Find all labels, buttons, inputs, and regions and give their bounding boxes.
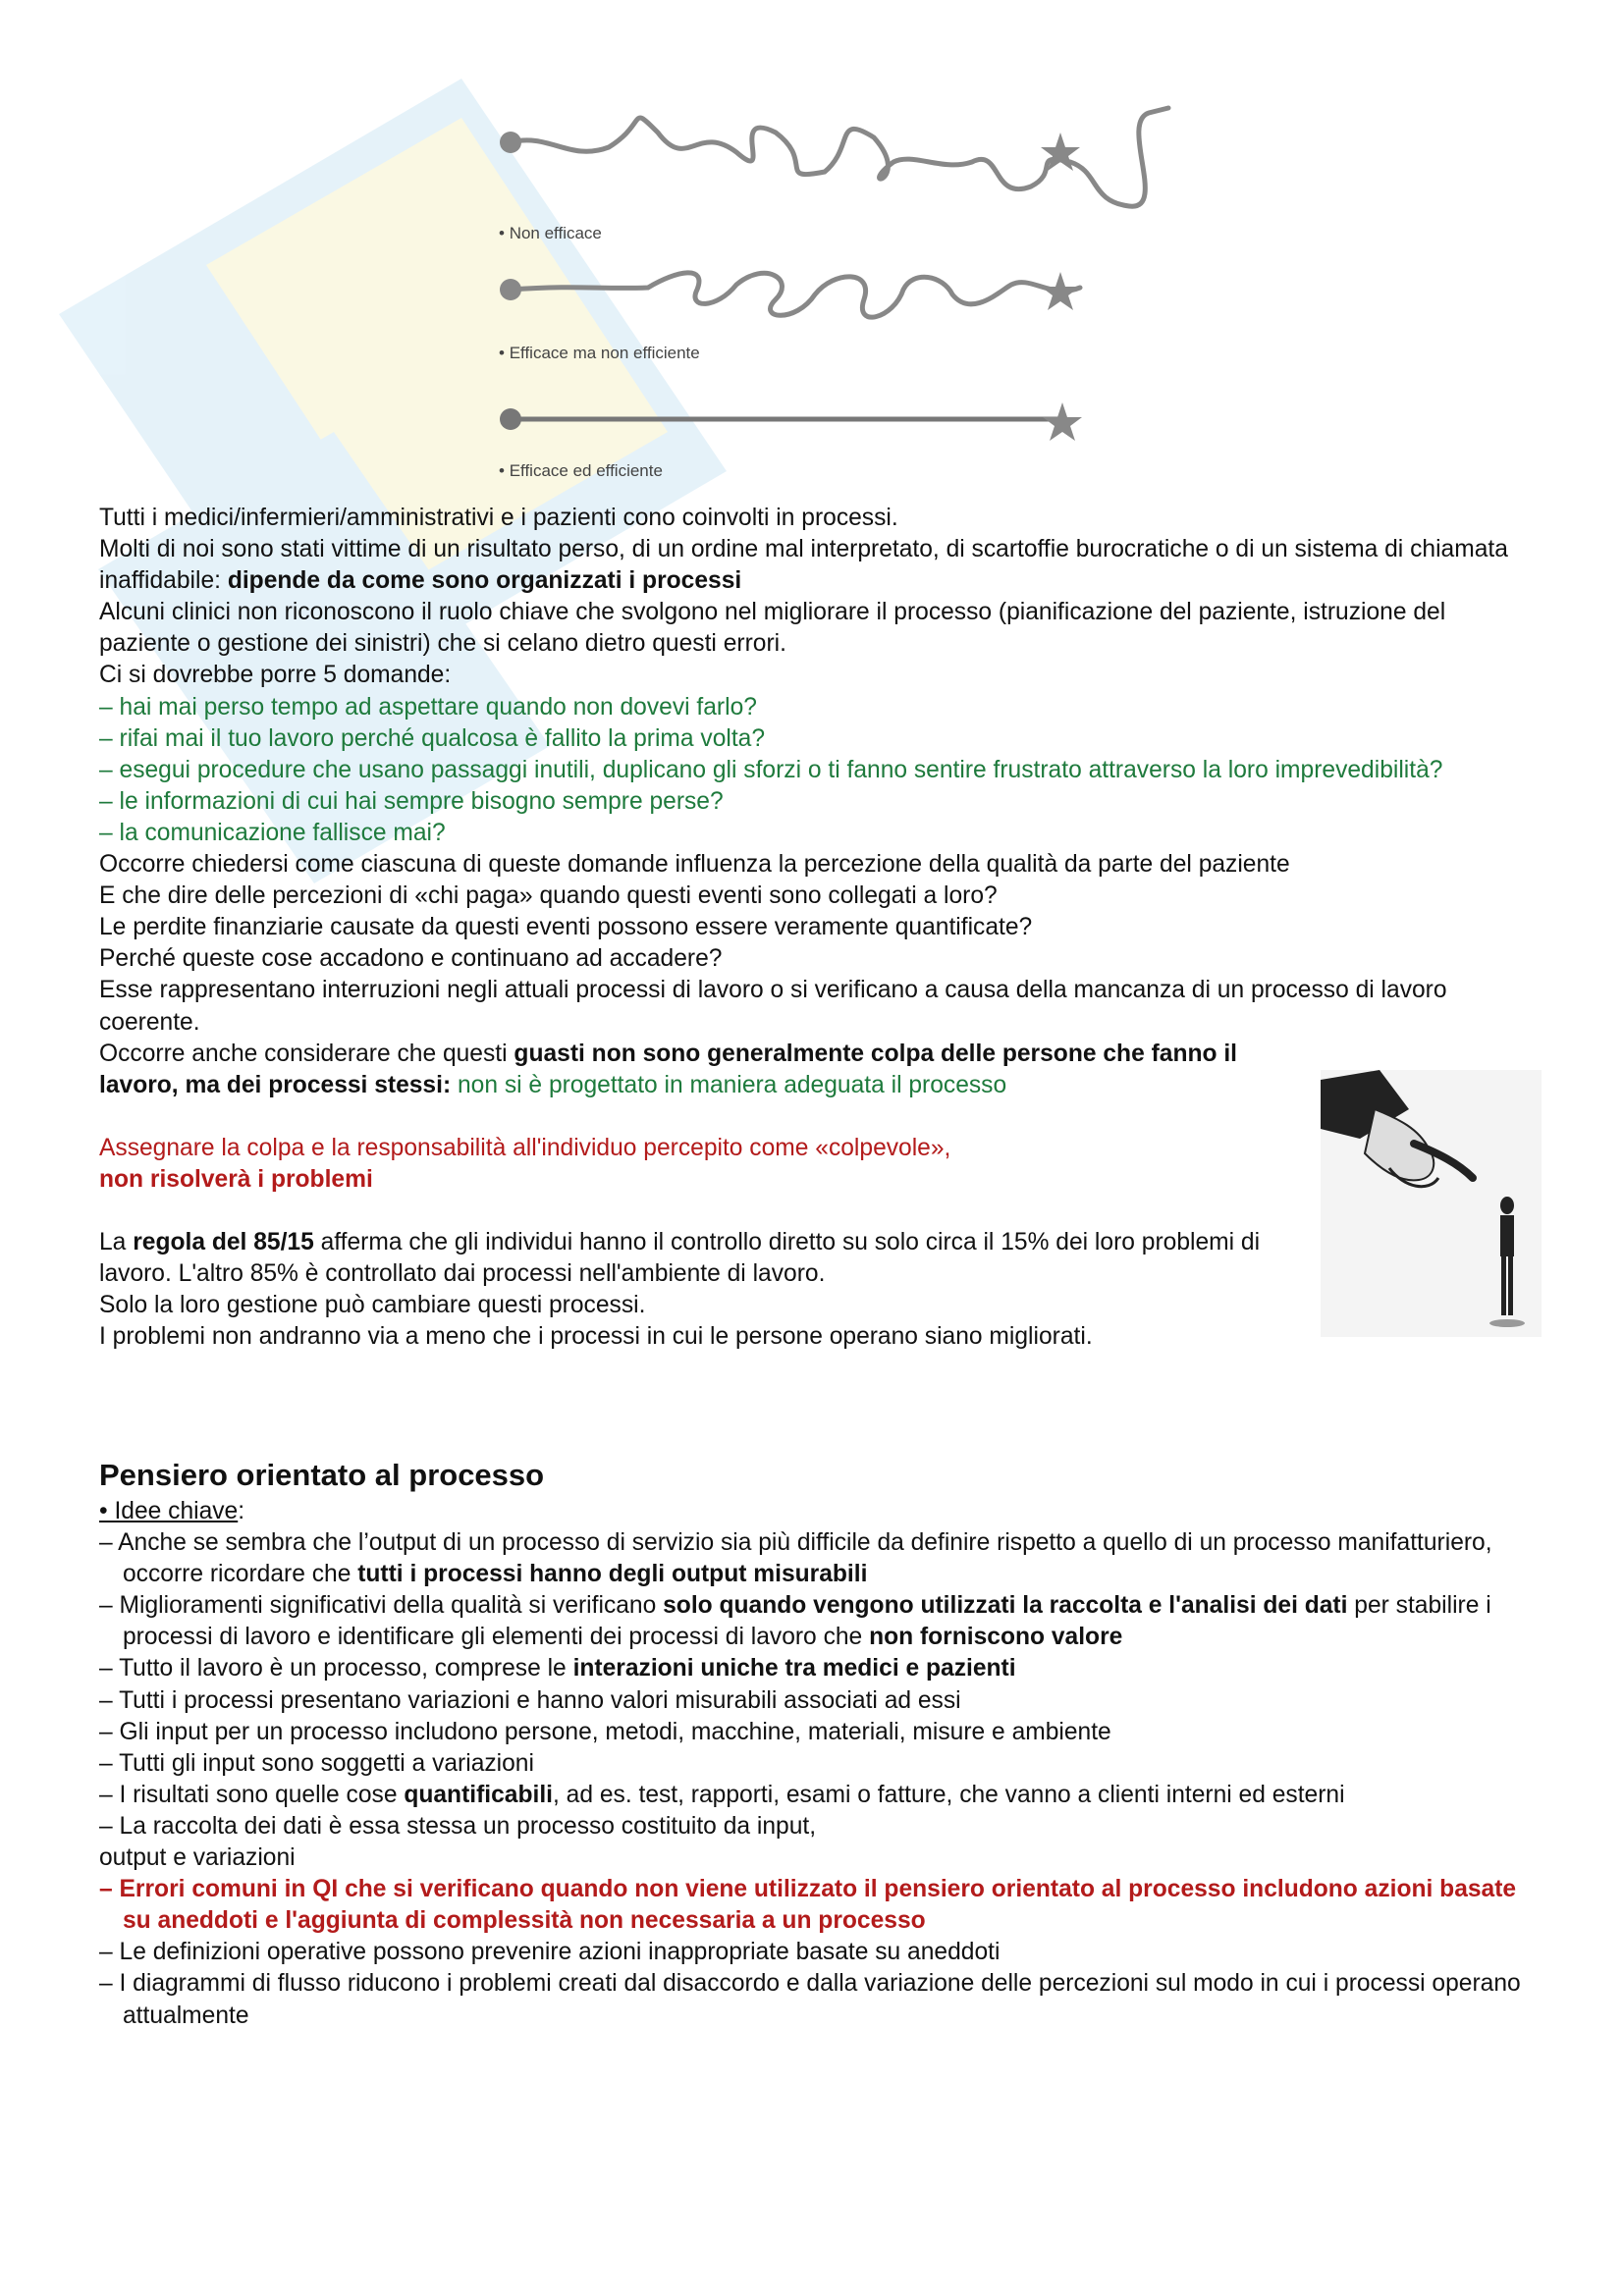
paragraph: Molti di noi sono stati vittime di un risultato perso, di un ordine mal interpretato, di scartoffie burocratiche o di un sistema di chiamata inaffidabile: dipende da come sono organizzati i processi bbox=[99, 536, 1508, 595]
bullet-item: – I diagrammi di flusso riducono i problemi creati dal disaccordo e dalla variazione delle percezioni sul modo in cui i processi operano attualmente bbox=[99, 1970, 1521, 2029]
paragraph: Occorre anche considerare che questi guasti non sono generalmente colpa delle persone che fanno il lavoro, ma dei processi stessi: non si è progettato in maniera adeguata il processo bbox=[99, 1040, 1238, 1098]
red-note-bold: non risolverà i problemi bbox=[99, 1165, 373, 1193]
process-thinking-section bbox=[99, 1457, 1542, 2032]
question-item: – la comunicazione fallisce mai? bbox=[99, 819, 446, 846]
efficacy-diagram bbox=[481, 93, 1188, 486]
bullet-item: – Tutti gli input sono soggetti a variazioni bbox=[99, 1749, 534, 1777]
red-note: Assegnare la colpa e la responsabilità all'individuo percepito come «colpevole», bbox=[99, 1134, 951, 1161]
paragraph: Le perdite finanziarie causate da questi eventi possono essere veramente quantificate? bbox=[99, 914, 1033, 941]
paragraph: I problemi non andranno via a meno che i processi in cui le persone operano siano migliorati. bbox=[99, 1323, 1093, 1351]
paragraph: Occorre chiedersi come ciascuna di queste domande influenza la percezione della qualità da parte del paziente bbox=[99, 851, 1290, 879]
bullet-item-continuation: output e variazioni bbox=[99, 1844, 296, 1872]
question-item: – le informazioni di cui hai sempre bisogno sempre perse? bbox=[99, 787, 724, 815]
caption-non-efficace: • Non efficace bbox=[499, 224, 602, 243]
bullet-item-red: – Errori comuni in QI che si verificano quando non viene utilizzato il pensiero orientato al processo includono azioni basate su aneddoti e l'aggiunta di complessità non necessaria a un processo bbox=[99, 1876, 1517, 1935]
section-title: Pensiero orientato al processo bbox=[99, 1458, 545, 1492]
winding-path-efficace-non-efficiente bbox=[511, 273, 1080, 317]
key-ideas-label: • Idee chiave: bbox=[99, 1498, 245, 1524]
paragraph: Solo la loro gestione può cambiare questi processi. bbox=[99, 1292, 646, 1319]
bullet-item: – Le definizioni operative possono prevenire azioni inappropriate basate su aneddoti bbox=[99, 1939, 1001, 1966]
paragraph: E che dire delle percezioni di «chi paga» quando questi eventi sono collegati a loro? bbox=[99, 882, 998, 910]
paragraph: Perché queste cose accadono e continuano ad accadere? bbox=[99, 945, 723, 973]
bullet-item: – La raccolta dei dati è essa stessa un processo costituito da input, bbox=[99, 1812, 817, 1840]
bullet-item: – Anche se sembra che l’output di un processo di servizio sia più difficile da definire rispetto a quello di un processo manifatturiero, occorre ricordare che tutti i processi hanno degli output misurabili bbox=[99, 1529, 1492, 1588]
paragraph: Esse rappresentano interruzioni negli attuali processi di lavoro o si verificano a causa della mancanza di un processo di lavoro coerente. bbox=[99, 977, 1447, 1036]
paragraph: Alcuni clinici non riconoscono il ruolo chiave che svolgono nel migliorare il processo (pianificazione del paziente, istruzione del paziente o gestione dei sinistri) che si celano dietro questi errori. bbox=[99, 599, 1446, 658]
bullet-item: – Tutti i processi presentano variazioni e hanno valori misurabili associati ad essi bbox=[99, 1686, 961, 1714]
question-item: – hai mai perso tempo ad aspettare quando non dovevi farlo? bbox=[99, 693, 757, 721]
bullet-item: – Gli input per un processo includono persone, metodi, macchine, materiali, misure e ambiente bbox=[99, 1718, 1111, 1745]
paragraph: Ci si dovrebbe porre 5 domande: bbox=[99, 662, 452, 689]
winding-path-non-efficace bbox=[511, 108, 1168, 206]
star-icon bbox=[1043, 402, 1082, 441]
bullet-item: – Tutto il lavoro è un processo, comprese le interazioni uniche tra medici e pazienti bbox=[99, 1655, 1016, 1682]
question-item: – esegui procedure che usano passaggi inutili, duplicano gli sforzi o ti fanno sentire frustrato attraverso la loro imprevedibilità? bbox=[99, 756, 1443, 783]
paragraph: Tutti i medici/infermieri/amministrativi e i pazienti cono coinvolti in processi. bbox=[99, 505, 898, 531]
bullet-item: – I risultati sono quelle cose quantificabili, ad es. test, rapporti, esami o fatture, che vanno a clienti interni ed esterni bbox=[99, 1781, 1345, 1808]
bullet-item: – Miglioramenti significativi della qualità si verificano solo quando vengono utilizzati la raccolta e l'analisi dei dati per stabilire i processi di lavoro e identificare gli elementi dei processi di lavoro che non forniscono valore bbox=[99, 1592, 1491, 1651]
caption-efficace-non-efficiente: • Efficace ma non efficiente bbox=[499, 344, 700, 363]
intro-text bbox=[99, 503, 1533, 1353]
pointing-finger-illustration bbox=[1321, 1070, 1542, 1337]
caption-efficace-efficiente: • Efficace ed efficiente bbox=[499, 461, 663, 481]
question-item: – rifai mai il tuo lavoro perché qualcosa è fallito la prima volta? bbox=[99, 724, 766, 752]
star-icon bbox=[1041, 272, 1080, 310]
paragraph-rule-85-15: La regola del 85/15 afferma che gli individui hanno il controllo diretto su solo circa il 15% dei loro problemi di lavoro. L'altro 85% è controllato dai processi nell'ambiente di lavoro. bbox=[99, 1228, 1261, 1288]
